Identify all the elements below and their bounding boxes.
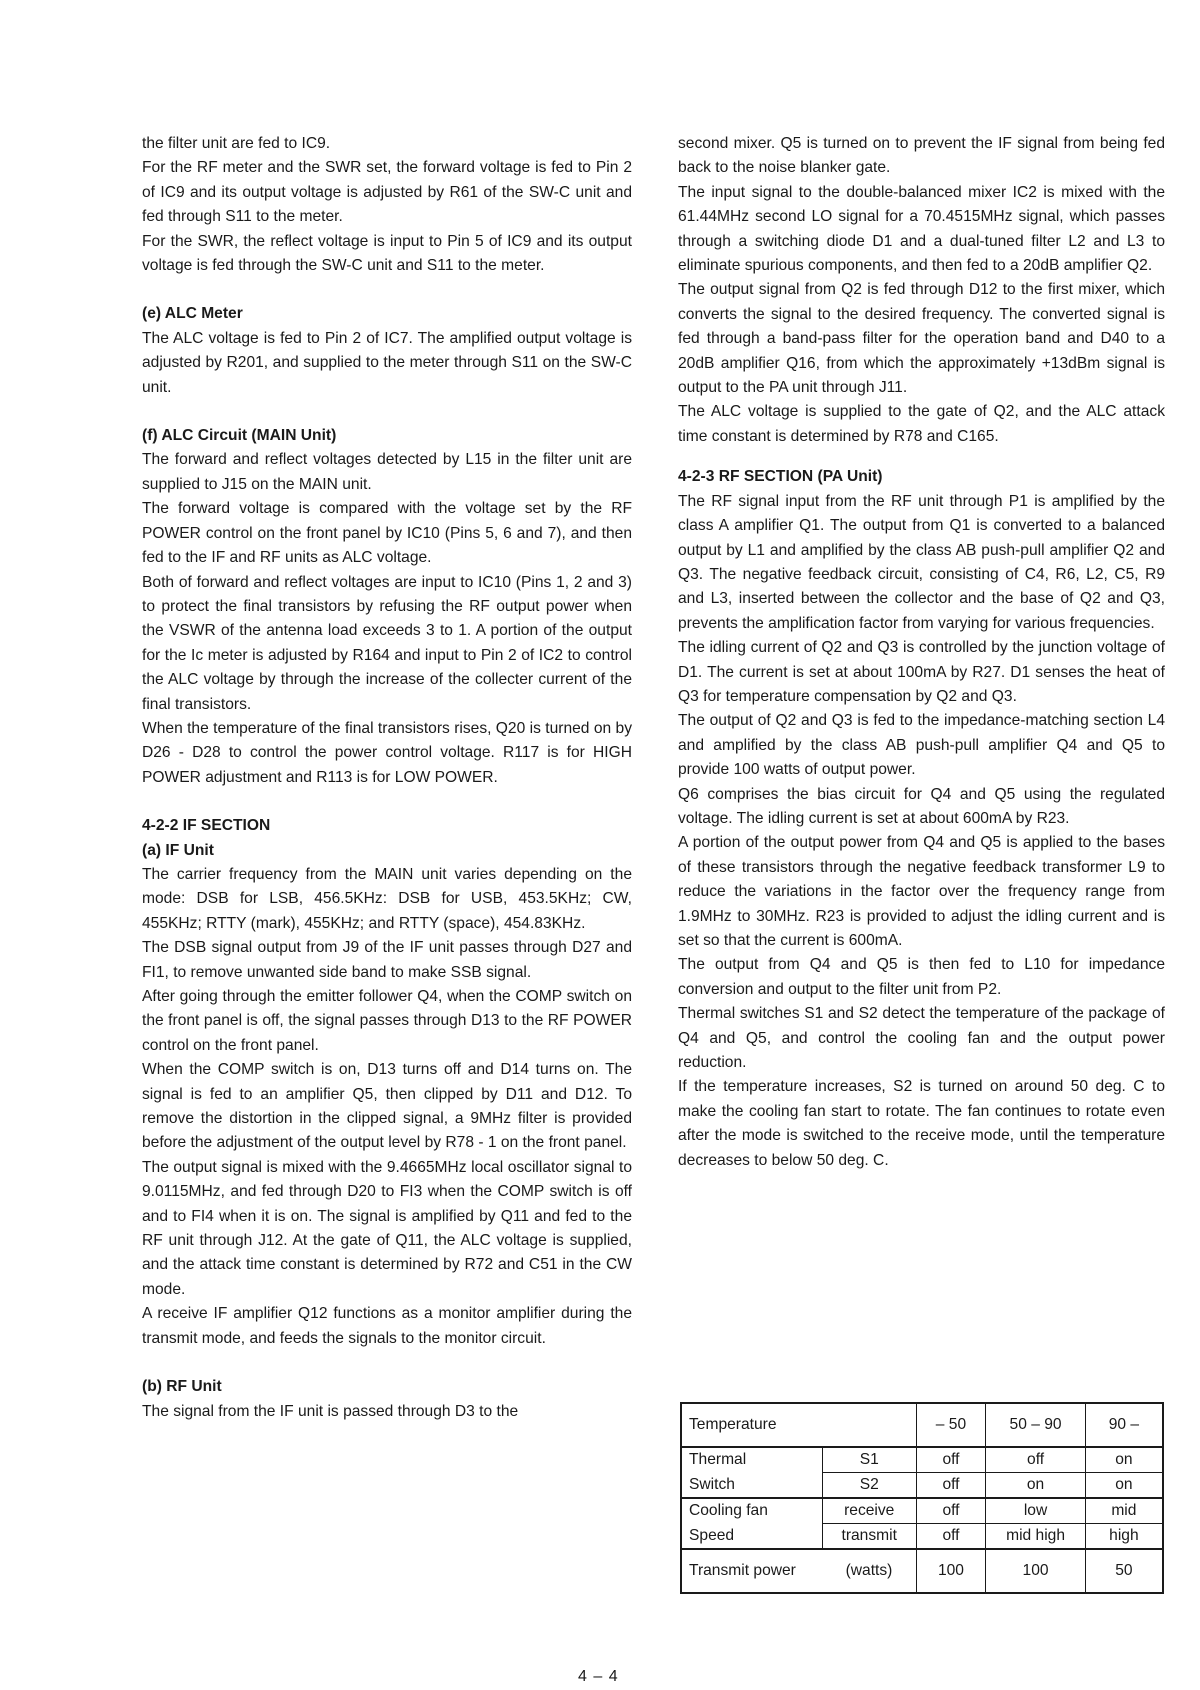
fan-label: Speed [681,1524,822,1550]
page-number: 4 – 4 [578,1668,619,1685]
section-heading-alc-circuit: (f) ALC Circuit (MAIN Unit) [142,427,337,445]
cell: low [986,1498,1085,1524]
section-heading-alc-meter: (e) ALC Meter [142,305,243,323]
column-header: 90 – [1085,1403,1163,1447]
table-row [681,1549,1163,1593]
paragraph: Q6 comprises the bias circuit for Q4 and Q5 using the regulated voltage. The idling current is set at about 600mA by R23. [678,785,1165,827]
fan-label: Cooling fan [681,1498,822,1524]
paragraph: The DSB signal output from J9 of the IF unit passes through D27 and FI1, to remove unwanted side band to make SSB signal. [142,939,632,981]
section-heading-rf-section: 4-2-3 RF SECTION (PA Unit) [678,468,883,486]
cell: high [1085,1524,1163,1550]
transmit-power-label: Transmit power [681,1549,822,1593]
paragraph: The output from Q4 and Q5 is then fed to L10 for impedance conversion and output to the filter unit from P2. [678,956,1165,998]
cell: off [916,1447,986,1473]
unit-label: (watts) [822,1549,916,1593]
paragraph: The ALC voltage is fed to Pin 2 of IC7. The amplified output voltage is adjusted by R201, and supplied to the meter through S11 on the SW-C unit. [142,329,632,396]
paragraph: If the temperature increases, S2 is turned on around 50 deg. C to make the cooling fan start to rotate. The fan continues to rotate even after the mode is switched to the receive mode, until the temperature decreases to below 50 deg. C. [678,1078,1165,1169]
temperature-label: Temperature [681,1403,916,1447]
paragraph: A receive IF amplifier Q12 functions as a monitor amplifier during the transmit mode, and feeds the signals to the monitor circuit. [142,1305,632,1347]
section-heading-rf-unit: (b) RF Unit [142,1378,222,1396]
cell: off [916,1524,986,1550]
table-header-row [681,1403,1163,1447]
thermal-switch-table [680,1402,1164,1594]
paragraph: Both of forward and reflect voltages are input to IC10 (Pins 1, 2 and 3) to protect the final transistors by refusing the RF output power when the VSWR of the antenna load exceeds 3 to 1. A portion of the output for the Ic meter is adjusted by R164 and input to Pin 2 of IC2 to control the ALC voltage by through the increase of the collecter current of the final transistors. [142,573,632,713]
paragraph: The signal from the IF unit is passed through D3 to the [142,1402,519,1420]
cell: S1 [822,1447,916,1473]
right-column [678,132,1165,1173]
table-row [681,1447,1163,1473]
section-heading-if-section: 4-2-2 IF SECTION [142,817,271,835]
cell: on [1085,1447,1163,1473]
table-row [681,1524,1163,1550]
cell: off [916,1473,986,1499]
cell: receive [822,1498,916,1524]
paragraph: The RF signal input from the RF unit through P1 is amplified by the class A amplifier Q1. The output from Q1 is converted to a balanced output by L1 and amplified by the class AB push-pull amplifier Q2 and Q3. The negative feedback circuit, consisting of C4, R6, L2, C5, R9 and L3, inserted between the collector and the base of Q2 and Q3, prevents the amplification factor from varying for various frequencies. [678,492,1165,632]
paragraph: The input signal to the double-balanced mixer IC2 is mixed with the 61.44MHz second LO signal for a 70.4515MHz signal, which passes through a switching diode D1 and a dual-tuned filter L2 and L3 to eliminate spurious components, and then fed to a 20dB amplifier Q2. [678,183,1165,275]
paragraph: The idling current of Q2 and Q3 is controlled by the junction voltage of D1. The current is set at about 100mA by R27. D1 senses the heat of Q3 for temperature compensation by Q2 and Q3. [678,639,1165,705]
cell: transmit [822,1524,916,1550]
cell: 100 [916,1549,986,1593]
cell: off [916,1498,986,1524]
thermal-label: Thermal [681,1447,822,1473]
cell: on [1085,1473,1163,1499]
paragraph: The output of Q2 and Q3 is fed to the impedance-matching section L4 and amplified by the class AB push-pull amplifier Q4 and Q5 to provide 100 watts of output power. [678,712,1165,779]
paragraph: second mixer. Q5 is turned on to prevent the IF signal from being fed back to the noise blanker gate. [678,135,1165,177]
cell: on [986,1473,1085,1499]
cell: off [986,1447,1085,1473]
table-row [681,1473,1163,1499]
left-column [142,132,632,1424]
paragraph: The forward voltage is compared with the voltage set by the RF POWER control on the front panel by IC10 (Pins 5, 6 and 7), and then fed to the IF and RF units as ALC voltage. [142,500,632,567]
paragraph: A portion of the output power from Q4 and Q5 is applied to the bases of these transistors through the negative feedback transformer L9 to reduce the variations in the factor over the frequency range from 1.9MHz to 30MHz. R23 is provided to adjust the idling current and is set so that the current is 600mA. [678,834,1165,949]
paragraph: When the COMP switch is on, D13 turns off and D14 turns on. The signal is fed to an amplifier Q5, then clipped by D11 and D12. To remove the distortion in the clipped signal, a 9MHz filter is provided before the adjustment of the output level by R78 - 1 on the front panel. [142,1061,632,1152]
column-header: 50 – 90 [986,1403,1085,1447]
section-heading-if-unit: (a) IF Unit [142,841,214,859]
paragraph: The ALC voltage is supplied to the gate of Q2, and the ALC attack time constant is determined by R78 and C165. [678,403,1165,445]
table-row [681,1498,1163,1524]
paragraph: The output signal from Q2 is fed through D12 to the first mixer, which converts the signal to the desired frequency. The converted signal is fed through a band-pass filter for the operation band and D40 to a 20dB amplifier Q16, from which the approximately +13dBm signal is output to the PA unit through J11. [678,281,1165,397]
cell: S2 [822,1473,916,1499]
paragraph: When the temperature of the final transistors rises, Q20 is turned on by D26 - D28 to control the power control voltage. R117 is for HIGH POWER adjustment and R113 is for LOW POWER. [142,719,632,786]
paragraph: For the SWR, the reflect voltage is input to Pin 5 of IC9 and its output voltage is fed through the SW-C unit and S11 to the meter. [142,232,632,275]
paragraph: For the RF meter and the SWR set, the forward voltage is fed to Pin 2 of IC9 and its output voltage is adjusted by R61 of the SW-C unit and fed through S11 to the meter. [142,159,632,226]
cell: mid [1085,1498,1163,1524]
cell: 100 [986,1549,1085,1593]
paragraph: The output signal is mixed with the 9.4665MHz local oscillator signal to 9.0115MHz, and fed through D20 to FI3 when the COMP switch is off and to FI4 when it is on. The signal is amplified by Q11 and fed to the RF unit through J12. At the gate of Q11, the ALC voltage is supplied, and the attack time constant is determined by R72 and C51 in the CW mode. [142,1158,632,1298]
paragraph: The forward and reflect voltages detected by L15 in the filter unit are supplied to J15 on the MAIN unit. [142,451,632,493]
paragraph: Thermal switches S1 and S2 detect the temperature of the package of Q4 and Q5, and control the cooling fan and the output power reduction. [678,1005,1165,1072]
paragraph: the filter unit are fed to IC9. [142,135,331,152]
column-header: – 50 [916,1403,986,1447]
paragraph: The carrier frequency from the MAIN unit varies depending on the mode: DSB for LSB, 456.5KHz: DSB for USB, 453.5KHz; CW, 455KHz; RTTY (mark), 455KHz; and RTTY (space), 454.83KHz. [142,865,632,932]
paragraph: After going through the emitter follower Q4, when the COMP switch on the front panel is off, the signal passes through D13 to the RF POWER control on the front panel. [142,988,632,1054]
cell: 50 [1085,1549,1163,1593]
thermal-label: Switch [681,1473,822,1499]
cell: mid high [986,1524,1085,1550]
